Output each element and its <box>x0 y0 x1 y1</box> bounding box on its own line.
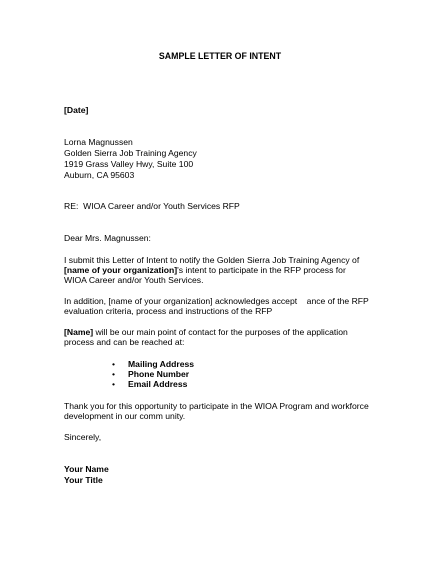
bullet-icon: • <box>112 369 116 379</box>
signature-name: Your Name <box>64 464 109 474</box>
para3-line1-rest: will be our main point of contact for the purposes of the application <box>93 327 348 337</box>
date-placeholder: [Date] <box>64 105 89 115</box>
address-line-city: Auburn, CA 95603 <box>64 170 135 180</box>
bullet-icon: • <box>112 379 116 389</box>
para4-line1: Thank you for this opportunity to participate in the WIOA Program and workforce <box>64 401 369 411</box>
para4-line2: development in our comm unity. <box>64 411 186 421</box>
address-line-agency: Golden Sierra Job Training Agency <box>64 148 197 158</box>
bullet-icon: • <box>112 359 116 369</box>
para3-line2: process and can be reached at: <box>64 337 185 347</box>
address-line-name: Lorna Magnussen <box>64 137 133 147</box>
bullet-text-email: Email Address <box>128 379 188 389</box>
closing: Sincerely, <box>64 432 102 442</box>
para1-line1: I submit this Letter of Intent to notify the Golden Sierra Job Training Agency of <box>64 255 360 265</box>
para1-line3: WIOA Career and/or Youth Services. <box>64 275 204 285</box>
org-name-placeholder: [name of your organization] <box>64 265 178 275</box>
document-title: SAMPLE LETTER OF INTENT <box>158 51 282 61</box>
contact-name-placeholder: [Name] <box>64 327 94 337</box>
signature-title: Your Title <box>64 475 103 485</box>
salutation: Dear Mrs. Magnussen: <box>64 233 151 243</box>
para2-line2: evaluation criteria, process and instructions of the RFP <box>64 306 273 316</box>
para1-line2-rest: 's intent to participate in the RFP process for <box>177 265 346 275</box>
list-item <box>112 379 188 390</box>
bullet-text-phone: Phone Number <box>128 369 190 379</box>
re-line: RE: WIOA Career and/or Youth Services RFP <box>64 201 240 211</box>
address-line-street: 1919 Grass Valley Hwy, Suite 100 <box>64 159 194 169</box>
para2-line1: In addition, [name of your organization] acknowledges accept ance of the RFP <box>64 296 369 306</box>
bullet-text-mailing: Mailing Address <box>128 359 195 369</box>
